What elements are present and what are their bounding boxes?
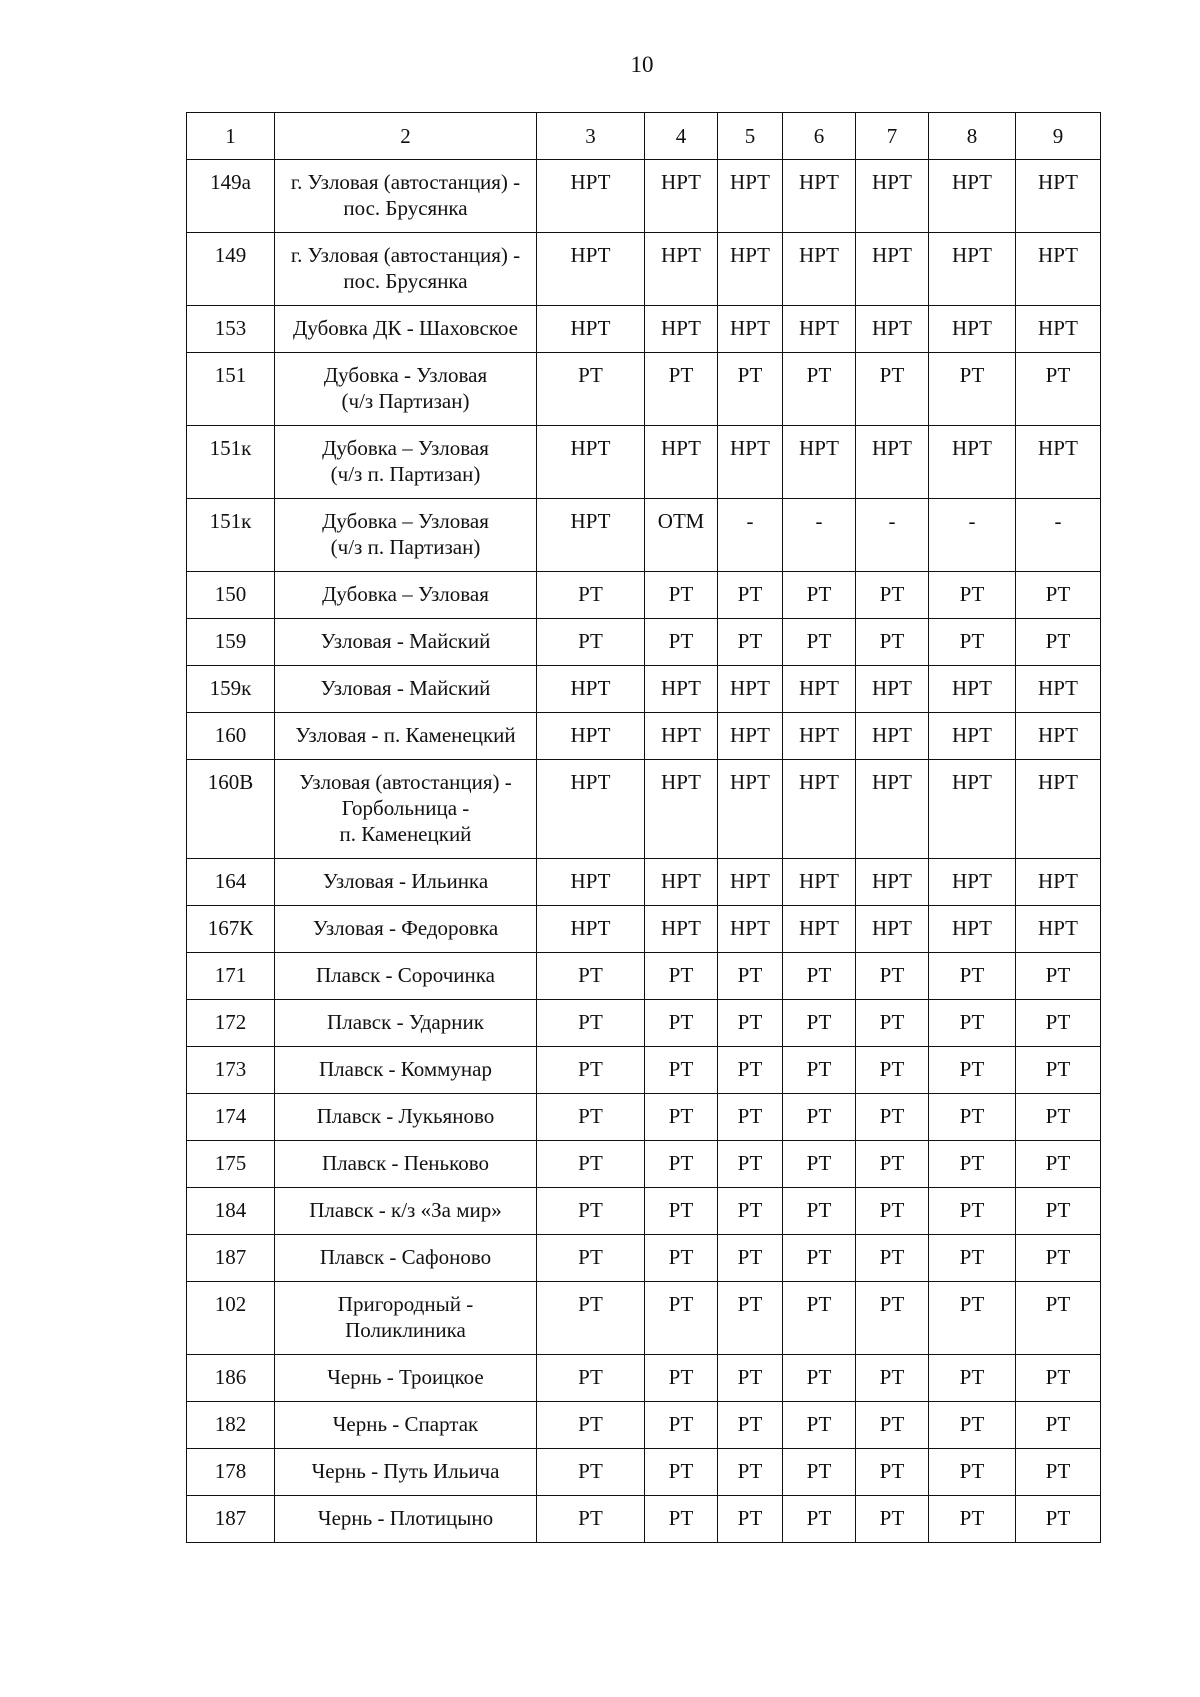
status-cell-col-7: РТ bbox=[856, 1449, 929, 1496]
table-body bbox=[187, 160, 1101, 1543]
column-header-1: 1 bbox=[187, 113, 275, 160]
route-number: 172 bbox=[187, 1000, 275, 1047]
status-cell-col-8: РТ bbox=[929, 1000, 1016, 1047]
status-cell-col-8: РТ bbox=[929, 1235, 1016, 1282]
status-cell-col-4: РТ bbox=[645, 1235, 718, 1282]
status-cell-col-8: РТ bbox=[929, 1094, 1016, 1141]
status-cell-col-8: - bbox=[929, 499, 1016, 572]
column-header-9: 9 bbox=[1016, 113, 1101, 160]
status-cell-col-9: РТ bbox=[1016, 1141, 1101, 1188]
status-cell-col-9: - bbox=[1016, 499, 1101, 572]
table-row bbox=[187, 1000, 1101, 1047]
status-cell-col-7: НРТ bbox=[856, 160, 929, 233]
status-cell-col-3: НРТ bbox=[537, 306, 645, 353]
table-row bbox=[187, 906, 1101, 953]
status-cell-col-4: НРТ bbox=[645, 160, 718, 233]
routes-table bbox=[186, 112, 1101, 1543]
status-cell-col-7: РТ bbox=[856, 1141, 929, 1188]
status-cell-col-9: РТ bbox=[1016, 1235, 1101, 1282]
status-cell-col-4: РТ bbox=[645, 1188, 718, 1235]
status-cell-col-8: РТ bbox=[929, 572, 1016, 619]
route-name: Дубовка ДК - Шаховское bbox=[275, 306, 537, 353]
status-cell-col-5: НРТ bbox=[718, 160, 783, 233]
status-cell-col-7: РТ bbox=[856, 953, 929, 1000]
status-cell-col-9: НРТ bbox=[1016, 859, 1101, 906]
route-number: 178 bbox=[187, 1449, 275, 1496]
status-cell-col-3: РТ bbox=[537, 353, 645, 426]
status-cell-col-5: РТ bbox=[718, 572, 783, 619]
route-name: Пригородный - Поликлиника bbox=[275, 1282, 537, 1355]
route-number: 160В bbox=[187, 760, 275, 859]
table-row bbox=[187, 859, 1101, 906]
status-cell-col-5: РТ bbox=[718, 1449, 783, 1496]
status-cell-col-6: РТ bbox=[783, 1355, 856, 1402]
status-cell-col-7: НРТ bbox=[856, 426, 929, 499]
status-cell-col-9: РТ bbox=[1016, 1000, 1101, 1047]
status-cell-col-9: РТ bbox=[1016, 572, 1101, 619]
route-name: Узловая - Майский bbox=[275, 666, 537, 713]
status-cell-col-5: НРТ bbox=[718, 233, 783, 306]
status-cell-col-9: РТ bbox=[1016, 1355, 1101, 1402]
status-cell-col-7: РТ bbox=[856, 1188, 929, 1235]
status-cell-col-6: НРТ bbox=[783, 859, 856, 906]
route-name: Узловая - п. Каменецкий bbox=[275, 713, 537, 760]
route-name: Чернь - Путь Ильича bbox=[275, 1449, 537, 1496]
status-cell-col-7: НРТ bbox=[856, 306, 929, 353]
table-row bbox=[187, 1282, 1101, 1355]
status-cell-col-9: НРТ bbox=[1016, 233, 1101, 306]
status-cell-col-3: НРТ bbox=[537, 499, 645, 572]
status-cell-col-5: РТ bbox=[718, 1094, 783, 1141]
status-cell-col-9: РТ bbox=[1016, 953, 1101, 1000]
status-cell-col-7: РТ bbox=[856, 1282, 929, 1355]
status-cell-col-6: НРТ bbox=[783, 760, 856, 859]
status-cell-col-7: РТ bbox=[856, 619, 929, 666]
status-cell-col-9: НРТ bbox=[1016, 666, 1101, 713]
table-row bbox=[187, 1094, 1101, 1141]
status-cell-col-4: РТ bbox=[645, 572, 718, 619]
route-name: Чернь - Троицкое bbox=[275, 1355, 537, 1402]
status-cell-col-3: РТ bbox=[537, 953, 645, 1000]
status-cell-col-8: РТ bbox=[929, 1188, 1016, 1235]
table-row bbox=[187, 306, 1101, 353]
status-cell-col-7: РТ bbox=[856, 1235, 929, 1282]
status-cell-col-6: РТ bbox=[783, 1141, 856, 1188]
status-cell-col-5: - bbox=[718, 499, 783, 572]
route-name: Узловая - Федоровка bbox=[275, 906, 537, 953]
route-number: 186 bbox=[187, 1355, 275, 1402]
status-cell-col-4: НРТ bbox=[645, 426, 718, 499]
status-cell-col-3: РТ bbox=[537, 619, 645, 666]
status-cell-col-3: НРТ bbox=[537, 713, 645, 760]
status-cell-col-3: РТ bbox=[537, 1188, 645, 1235]
table-row bbox=[187, 160, 1101, 233]
status-cell-col-4: РТ bbox=[645, 1449, 718, 1496]
table-row bbox=[187, 233, 1101, 306]
status-cell-col-3: РТ bbox=[537, 1141, 645, 1188]
status-cell-col-8: НРТ bbox=[929, 233, 1016, 306]
status-cell-col-5: РТ bbox=[718, 1496, 783, 1543]
status-cell-col-4: ОТМ bbox=[645, 499, 718, 572]
status-cell-col-8: НРТ bbox=[929, 160, 1016, 233]
status-cell-col-3: РТ bbox=[537, 1449, 645, 1496]
status-cell-col-9: РТ bbox=[1016, 1282, 1101, 1355]
status-cell-col-3: НРТ bbox=[537, 906, 645, 953]
status-cell-col-7: НРТ bbox=[856, 760, 929, 859]
status-cell-col-5: РТ bbox=[718, 353, 783, 426]
status-cell-col-8: НРТ bbox=[929, 760, 1016, 859]
route-number: 102 bbox=[187, 1282, 275, 1355]
status-cell-col-7: РТ bbox=[856, 1047, 929, 1094]
status-cell-col-9: РТ bbox=[1016, 1402, 1101, 1449]
status-cell-col-7: РТ bbox=[856, 1402, 929, 1449]
status-cell-col-6: РТ bbox=[783, 1496, 856, 1543]
table-row bbox=[187, 1188, 1101, 1235]
status-cell-col-9: НРТ bbox=[1016, 906, 1101, 953]
status-cell-col-7: РТ bbox=[856, 1355, 929, 1402]
route-number: 171 bbox=[187, 953, 275, 1000]
status-cell-col-8: НРТ bbox=[929, 666, 1016, 713]
status-cell-col-6: РТ bbox=[783, 1402, 856, 1449]
status-cell-col-7: НРТ bbox=[856, 906, 929, 953]
header-row bbox=[187, 113, 1101, 160]
status-cell-col-4: РТ bbox=[645, 353, 718, 426]
status-cell-col-3: РТ bbox=[537, 1094, 645, 1141]
table-row bbox=[187, 1449, 1101, 1496]
status-cell-col-3: РТ bbox=[537, 1000, 645, 1047]
status-cell-col-5: НРТ bbox=[718, 713, 783, 760]
status-cell-col-6: НРТ bbox=[783, 233, 856, 306]
status-cell-col-3: НРТ bbox=[537, 666, 645, 713]
table-row bbox=[187, 1047, 1101, 1094]
status-cell-col-6: НРТ bbox=[783, 906, 856, 953]
status-cell-col-5: РТ bbox=[718, 1141, 783, 1188]
status-cell-col-4: НРТ bbox=[645, 666, 718, 713]
status-cell-col-9: РТ bbox=[1016, 1496, 1101, 1543]
route-name: Дубовка – Узловая bbox=[275, 572, 537, 619]
table-row bbox=[187, 1402, 1101, 1449]
status-cell-col-6: НРТ bbox=[783, 426, 856, 499]
status-cell-col-3: НРТ bbox=[537, 426, 645, 499]
column-header-2: 2 bbox=[275, 113, 537, 160]
status-cell-col-8: НРТ bbox=[929, 713, 1016, 760]
route-name: Плавск - Коммунар bbox=[275, 1047, 537, 1094]
status-cell-col-3: НРТ bbox=[537, 160, 645, 233]
route-name: Чернь - Плотицыно bbox=[275, 1496, 537, 1543]
route-name: Плавск - Ударник bbox=[275, 1000, 537, 1047]
status-cell-col-5: НРТ bbox=[718, 760, 783, 859]
status-cell-col-6: РТ bbox=[783, 1235, 856, 1282]
status-cell-col-6: НРТ bbox=[783, 306, 856, 353]
status-cell-col-3: РТ bbox=[537, 572, 645, 619]
status-cell-col-4: РТ bbox=[645, 1047, 718, 1094]
status-cell-col-5: РТ bbox=[718, 1282, 783, 1355]
status-cell-col-5: НРТ bbox=[718, 666, 783, 713]
status-cell-col-7: НРТ bbox=[856, 713, 929, 760]
status-cell-col-5: РТ bbox=[718, 619, 783, 666]
route-number: 150 bbox=[187, 572, 275, 619]
status-cell-col-4: НРТ bbox=[645, 760, 718, 859]
status-cell-col-5: РТ bbox=[718, 1235, 783, 1282]
status-cell-col-8: РТ bbox=[929, 1047, 1016, 1094]
route-number: 160 bbox=[187, 713, 275, 760]
status-cell-col-5: РТ bbox=[718, 1000, 783, 1047]
route-number: 149 bbox=[187, 233, 275, 306]
status-cell-col-3: НРТ bbox=[537, 859, 645, 906]
status-cell-col-4: РТ bbox=[645, 1000, 718, 1047]
status-cell-col-8: НРТ bbox=[929, 859, 1016, 906]
column-header-3: 3 bbox=[537, 113, 645, 160]
route-name: г. Узловая (автостанция) - пос. Брусянка bbox=[275, 233, 537, 306]
route-number: 151 bbox=[187, 353, 275, 426]
status-cell-col-6: РТ bbox=[783, 1000, 856, 1047]
status-cell-col-5: НРТ bbox=[718, 906, 783, 953]
route-number: 153 bbox=[187, 306, 275, 353]
status-cell-col-6: РТ bbox=[783, 1449, 856, 1496]
table-row bbox=[187, 572, 1101, 619]
status-cell-col-8: РТ bbox=[929, 1355, 1016, 1402]
status-cell-col-3: РТ bbox=[537, 1047, 645, 1094]
status-cell-col-4: НРТ bbox=[645, 713, 718, 760]
table-row bbox=[187, 499, 1101, 572]
route-number: 149а bbox=[187, 160, 275, 233]
status-cell-col-9: РТ bbox=[1016, 1188, 1101, 1235]
status-cell-col-4: РТ bbox=[645, 953, 718, 1000]
status-cell-col-6: РТ bbox=[783, 572, 856, 619]
route-number: 184 bbox=[187, 1188, 275, 1235]
column-header-5: 5 bbox=[718, 113, 783, 160]
route-number: 167К bbox=[187, 906, 275, 953]
status-cell-col-8: НРТ bbox=[929, 306, 1016, 353]
status-cell-col-4: РТ bbox=[645, 1282, 718, 1355]
table-row bbox=[187, 619, 1101, 666]
route-number: 187 bbox=[187, 1496, 275, 1543]
status-cell-col-9: РТ bbox=[1016, 1094, 1101, 1141]
status-cell-col-3: РТ bbox=[537, 1496, 645, 1543]
status-cell-col-7: - bbox=[856, 499, 929, 572]
page-number: 10 bbox=[630, 52, 654, 77]
column-header-6: 6 bbox=[783, 113, 856, 160]
status-cell-col-9: НРТ bbox=[1016, 426, 1101, 499]
status-cell-col-6: РТ bbox=[783, 619, 856, 666]
route-number: 175 bbox=[187, 1141, 275, 1188]
route-name: Узловая (автостанция) - Горбольница - п. Каменецкий bbox=[275, 760, 537, 859]
status-cell-col-6: НРТ bbox=[783, 160, 856, 233]
status-cell-col-8: РТ bbox=[929, 353, 1016, 426]
route-name: Дубовка – Узловая (ч/з п. Партизан) bbox=[275, 426, 537, 499]
status-cell-col-3: РТ bbox=[537, 1355, 645, 1402]
route-name: Дубовка - Узловая (ч/з Партизан) bbox=[275, 353, 537, 426]
table-row bbox=[187, 953, 1101, 1000]
route-number: 174 bbox=[187, 1094, 275, 1141]
status-cell-col-4: РТ bbox=[645, 1496, 718, 1543]
status-cell-col-9: НРТ bbox=[1016, 160, 1101, 233]
status-cell-col-6: РТ bbox=[783, 1047, 856, 1094]
status-cell-col-9: НРТ bbox=[1016, 760, 1101, 859]
status-cell-col-5: РТ bbox=[718, 1047, 783, 1094]
table-row bbox=[187, 1355, 1101, 1402]
status-cell-col-5: НРТ bbox=[718, 426, 783, 499]
route-number: 173 bbox=[187, 1047, 275, 1094]
status-cell-col-5: РТ bbox=[718, 1188, 783, 1235]
status-cell-col-9: РТ bbox=[1016, 1449, 1101, 1496]
route-number: 151к bbox=[187, 499, 275, 572]
status-cell-col-4: НРТ bbox=[645, 233, 718, 306]
status-cell-col-3: РТ bbox=[537, 1402, 645, 1449]
status-cell-col-4: НРТ bbox=[645, 306, 718, 353]
status-cell-col-8: РТ bbox=[929, 1449, 1016, 1496]
route-number: 187 bbox=[187, 1235, 275, 1282]
status-cell-col-9: НРТ bbox=[1016, 306, 1101, 353]
status-cell-col-4: РТ bbox=[645, 1141, 718, 1188]
status-cell-col-8: НРТ bbox=[929, 426, 1016, 499]
route-name: Плавск - Сорочинка bbox=[275, 953, 537, 1000]
status-cell-col-6: - bbox=[783, 499, 856, 572]
route-name: Чернь - Спартак bbox=[275, 1402, 537, 1449]
status-cell-col-6: РТ bbox=[783, 1188, 856, 1235]
route-name: Плавск - к/з «За мир» bbox=[275, 1188, 537, 1235]
status-cell-col-6: РТ bbox=[783, 1094, 856, 1141]
status-cell-col-9: РТ bbox=[1016, 1047, 1101, 1094]
table-row bbox=[187, 666, 1101, 713]
column-header-4: 4 bbox=[645, 113, 718, 160]
status-cell-col-4: РТ bbox=[645, 619, 718, 666]
status-cell-col-6: НРТ bbox=[783, 713, 856, 760]
status-cell-col-7: НРТ bbox=[856, 666, 929, 713]
route-name: г. Узловая (автостанция) - пос. Брусянка bbox=[275, 160, 537, 233]
route-name: Узловая - Майский bbox=[275, 619, 537, 666]
status-cell-col-8: РТ bbox=[929, 1496, 1016, 1543]
status-cell-col-3: РТ bbox=[537, 1282, 645, 1355]
status-cell-col-8: НРТ bbox=[929, 906, 1016, 953]
status-cell-col-7: РТ bbox=[856, 1000, 929, 1047]
status-cell-col-6: РТ bbox=[783, 1282, 856, 1355]
status-cell-col-5: НРТ bbox=[718, 306, 783, 353]
route-number: 182 bbox=[187, 1402, 275, 1449]
status-cell-col-7: НРТ bbox=[856, 233, 929, 306]
route-number: 151к bbox=[187, 426, 275, 499]
status-cell-col-8: РТ bbox=[929, 1282, 1016, 1355]
status-cell-col-7: РТ bbox=[856, 1094, 929, 1141]
status-cell-col-8: РТ bbox=[929, 953, 1016, 1000]
status-cell-col-9: РТ bbox=[1016, 353, 1101, 426]
status-cell-col-5: НРТ bbox=[718, 859, 783, 906]
status-cell-col-8: РТ bbox=[929, 1141, 1016, 1188]
status-cell-col-9: РТ bbox=[1016, 619, 1101, 666]
table-row bbox=[187, 713, 1101, 760]
route-name: Плавск - Лукьяново bbox=[275, 1094, 537, 1141]
route-number: 164 bbox=[187, 859, 275, 906]
status-cell-col-7: РТ bbox=[856, 572, 929, 619]
status-cell-col-4: РТ bbox=[645, 1094, 718, 1141]
status-cell-col-9: НРТ bbox=[1016, 713, 1101, 760]
status-cell-col-4: НРТ bbox=[645, 859, 718, 906]
status-cell-col-8: РТ bbox=[929, 1402, 1016, 1449]
route-number: 159к bbox=[187, 666, 275, 713]
route-number: 159 bbox=[187, 619, 275, 666]
column-header-7: 7 bbox=[856, 113, 929, 160]
table-row bbox=[187, 426, 1101, 499]
route-name: Плавск - Пеньково bbox=[275, 1141, 537, 1188]
status-cell-col-7: РТ bbox=[856, 353, 929, 426]
status-cell-col-6: НРТ bbox=[783, 666, 856, 713]
status-cell-col-6: РТ bbox=[783, 353, 856, 426]
status-cell-col-5: РТ bbox=[718, 953, 783, 1000]
status-cell-col-3: РТ bbox=[537, 1235, 645, 1282]
status-cell-col-4: РТ bbox=[645, 1355, 718, 1402]
route-name: Плавск - Сафоново bbox=[275, 1235, 537, 1282]
status-cell-col-3: НРТ bbox=[537, 760, 645, 859]
table-row bbox=[187, 1235, 1101, 1282]
table-row bbox=[187, 353, 1101, 426]
column-header-8: 8 bbox=[929, 113, 1016, 160]
status-cell-col-4: НРТ bbox=[645, 906, 718, 953]
status-cell-col-3: НРТ bbox=[537, 233, 645, 306]
route-name: Дубовка – Узловая (ч/з п. Партизан) bbox=[275, 499, 537, 572]
table-row bbox=[187, 760, 1101, 859]
table-row bbox=[187, 1141, 1101, 1188]
status-cell-col-6: РТ bbox=[783, 953, 856, 1000]
status-cell-col-8: РТ bbox=[929, 619, 1016, 666]
status-cell-col-5: РТ bbox=[718, 1402, 783, 1449]
table-row bbox=[187, 1496, 1101, 1543]
status-cell-col-7: НРТ bbox=[856, 859, 929, 906]
status-cell-col-5: РТ bbox=[718, 1355, 783, 1402]
status-cell-col-7: РТ bbox=[856, 1496, 929, 1543]
route-name: Узловая - Ильинка bbox=[275, 859, 537, 906]
status-cell-col-4: РТ bbox=[645, 1402, 718, 1449]
